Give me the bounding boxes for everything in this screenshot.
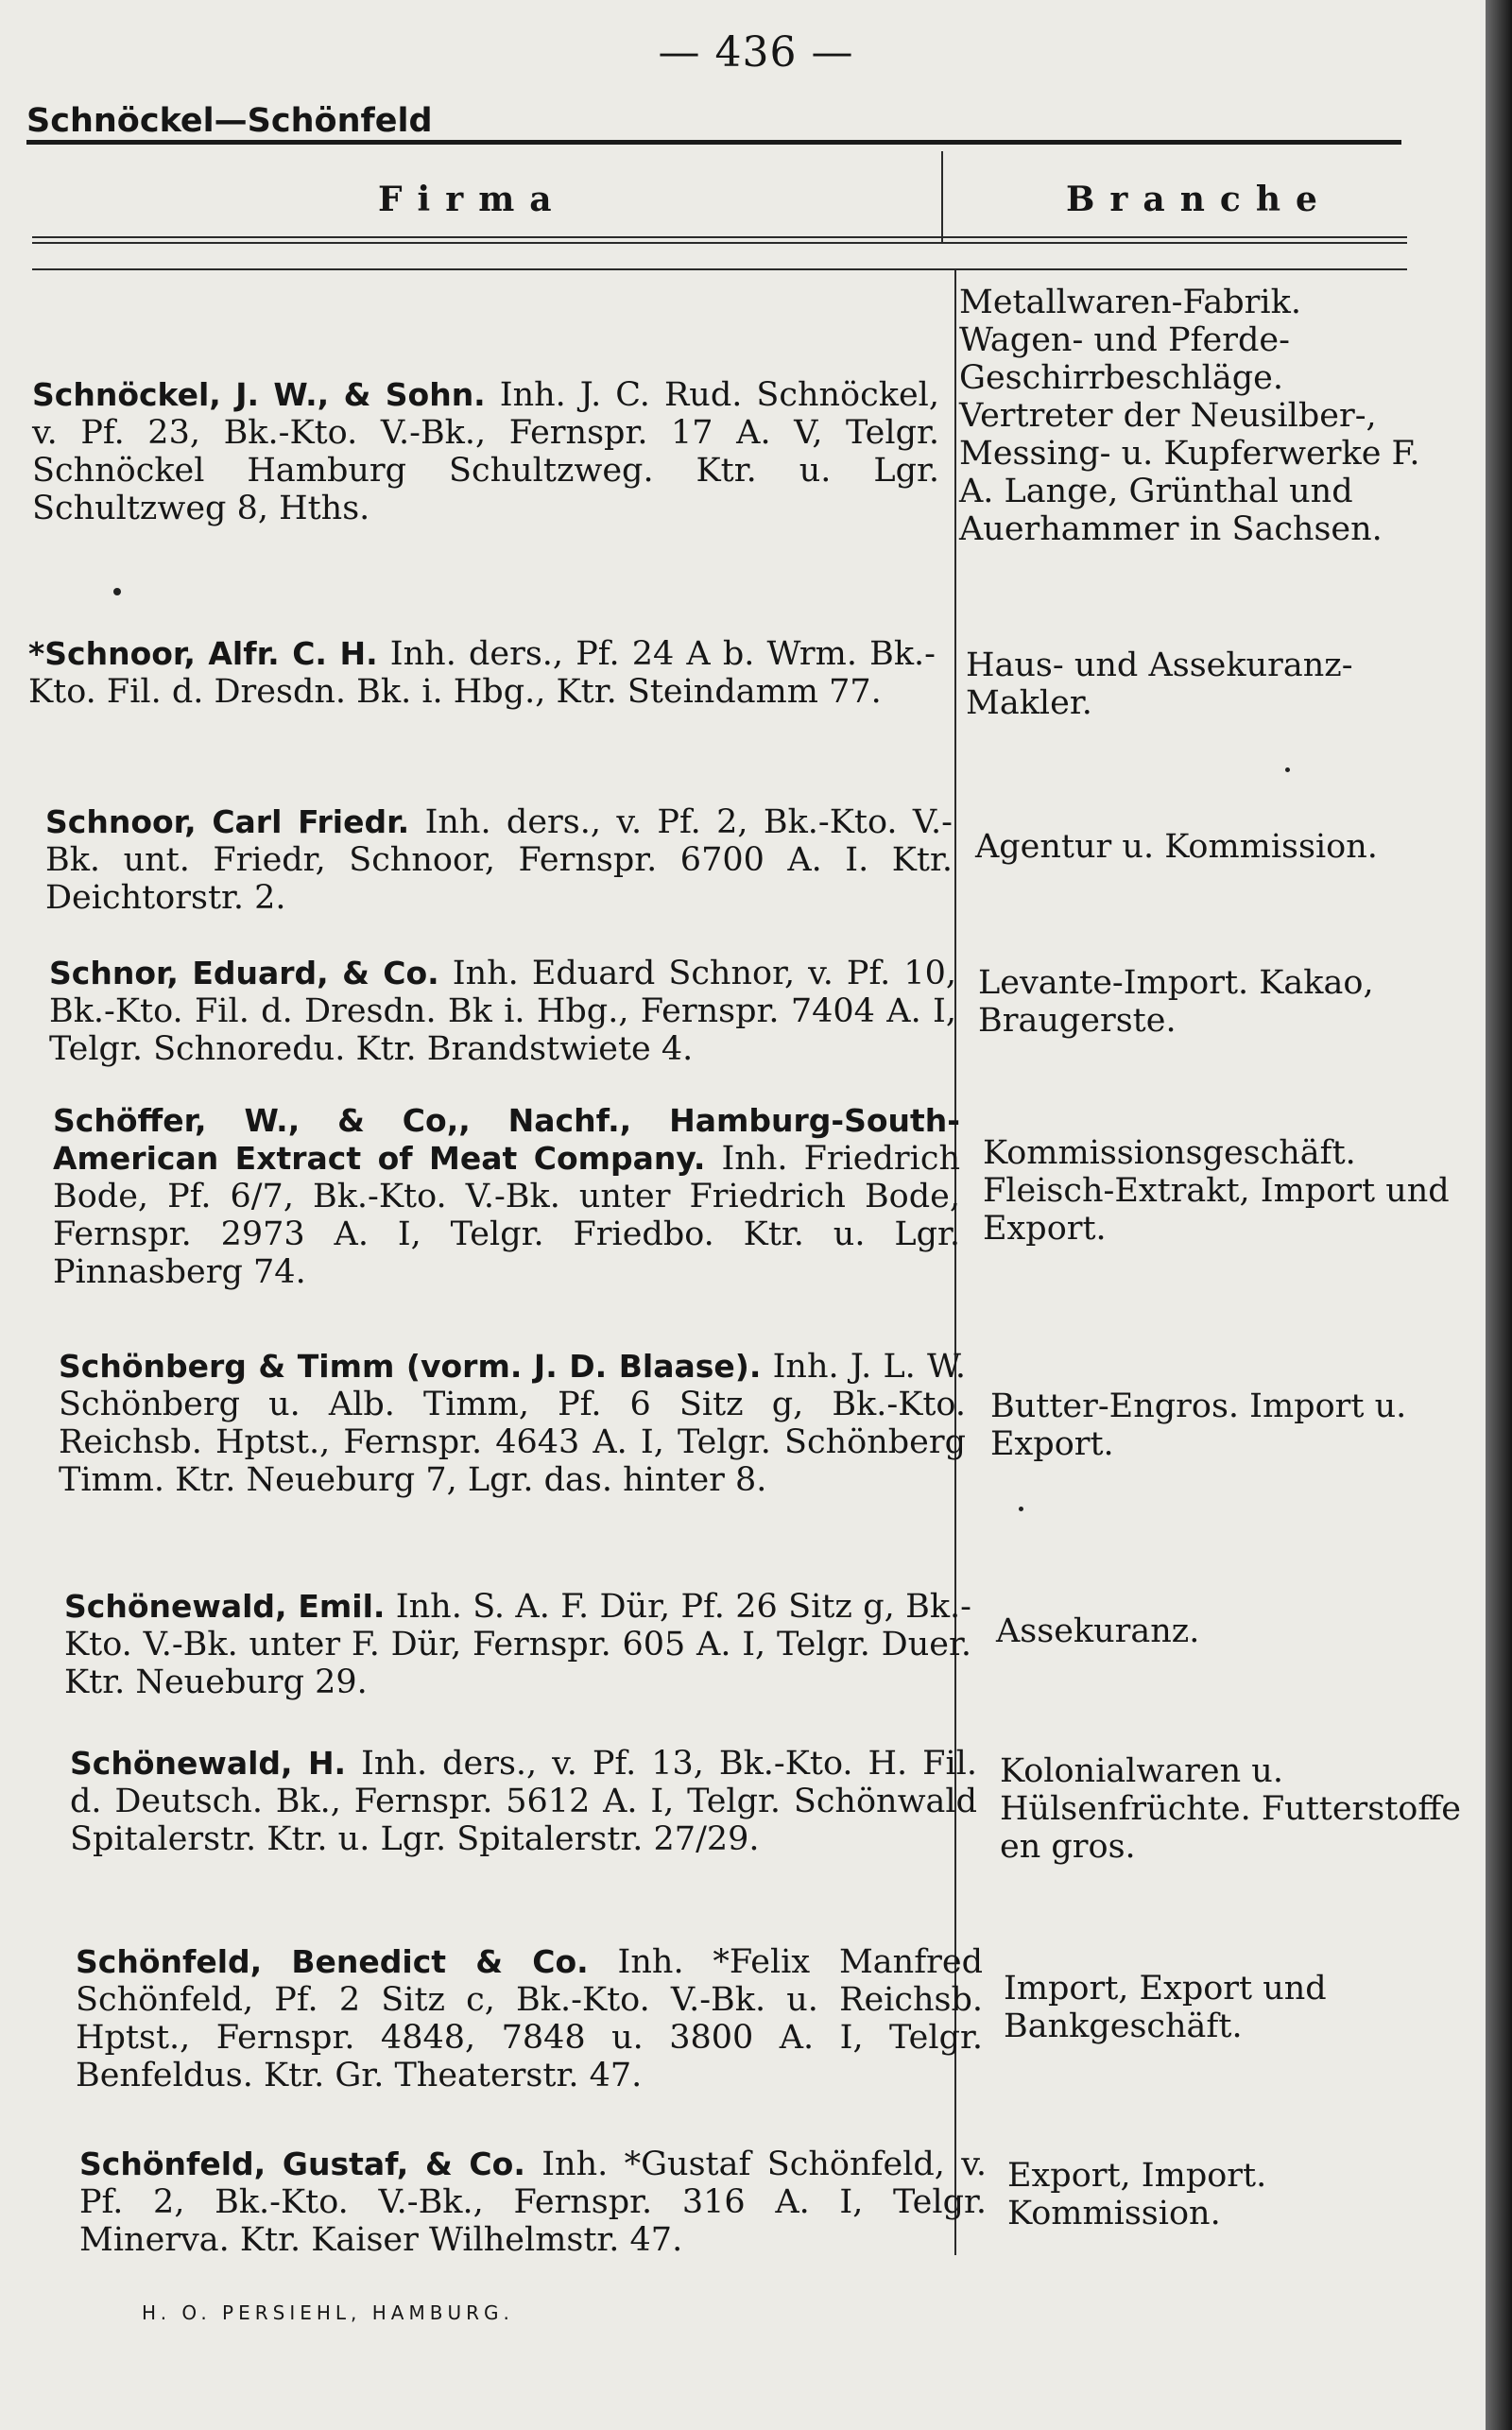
- column-header-firma: Firma: [378, 180, 567, 219]
- directory-entry: [49, 955, 956, 1068]
- directory-entry: [45, 803, 953, 917]
- firm-details: Inh. ders., v. Pf. 13, Bk.-Kto. H. Fil. d. Deutsch. Bk., Fernspr. 5612 A. I, Telgr. Schönwald Spitalerstr. Ktr. u. Lgr. Spitalerstr. 27/29.: [70, 1745, 977, 1858]
- print-speck: [113, 588, 121, 595]
- branche-entry: Agentur u. Kommission.: [975, 828, 1378, 866]
- firm-name: Schönfeld, Gustaf, & Co.: [79, 2146, 525, 2182]
- running-head: Schnöckel—Schönfeld: [26, 102, 433, 140]
- page-edge-shadow: [1486, 0, 1512, 2430]
- firm-details: Inh. Eduard Schnor, v. Pf. 10, Bk.-Kto. Fil. d. Dresdn. Bk i. Hbg., Fernspr. 7404 A. I, Telgr. Schnoredu. Ktr. Brandstwiete 4.: [49, 955, 956, 1068]
- page-number: — 436 —: [658, 28, 854, 77]
- branche-entry: Metallwaren-Fabrik. Wagen- und Pferde-Geschirrbeschläge. Vertreter der Neusilber-, Messing- u. Kupferwerke F. A. Lange, Grünthal und Auerhammer in Sachsen.: [959, 284, 1420, 548]
- firm-name: Schönfeld, Benedict & Co.: [76, 1943, 589, 1980]
- firm-details: Inh. ders., Pf. 24 A b. Wrm. Bk.-Kto. Fil. d. Dresdn. Bk. i. Hbg., Ktr. Steindamm 77.: [28, 635, 936, 711]
- firm-name: Schnöckel, J. W., & Sohn.: [32, 376, 486, 413]
- firm-name: Schönewald, H.: [70, 1745, 347, 1782]
- firm-name: Schnoor, Carl Friedr.: [45, 803, 410, 840]
- branche-entry: Kommissionsgeschäft. Fleisch-Extrakt, Import und Export.: [983, 1134, 1450, 1248]
- header-divider-top: [32, 236, 1407, 238]
- branche-entry: Export, Import. Kommission.: [1007, 2157, 1267, 2232]
- firm-details: Inh. J. L. W. Schönberg u. Alb. Timm, Pf. 6 Sitz g, Bk.-Kto. Reichsb. Hptst., Fernspr. 4643 A. I, Telgr. Schönberg Timm. Ktr. Neueburg 7, Lgr. das. hinter 8.: [59, 1348, 966, 1499]
- directory-entry: [76, 1943, 983, 2094]
- body-top-rule: [32, 268, 1407, 270]
- branche-entry: Levante-Import. Kakao, Braugerste.: [978, 964, 1374, 1040]
- print-speck: [1019, 1507, 1023, 1511]
- directory-entry: [59, 1348, 966, 1499]
- directory-entry: [79, 2146, 987, 2259]
- header-divider-bottom: [32, 242, 1407, 244]
- header-column-divider: [941, 151, 943, 244]
- directory-entry: [64, 1588, 971, 1701]
- directory-entry: [53, 1102, 960, 1291]
- directory-entry: [32, 376, 939, 527]
- print-speck: [1285, 767, 1290, 772]
- firm-name: Schönewald, Emil.: [64, 1588, 386, 1625]
- firm-details: Inh. ders., v. Pf. 2, Bk.-Kto. V.-Bk. unt. Friedr, Schnoor, Fernspr. 6700 A. I. Ktr. Deichtorstr. 2.: [45, 803, 953, 917]
- firm-details: Inh. S. A. F. Dür, Pf. 26 Sitz g, Bk.-Kto. V.-Bk. unter F. Dür, Fernspr. 605 A. I, Telgr. Duer. Ktr. Neueburg 29.: [64, 1588, 971, 1701]
- firm-details: Inh. *Gustaf Schönfeld, v. Pf. 2, Bk.-Kto. V.-Bk., Fernspr. 316 A. I, Telgr. Minerva. Ktr. Kaiser Wilhelmstr. 47.: [79, 2146, 987, 2259]
- branche-entry: Butter-Engros. Import u. Export.: [990, 1387, 1407, 1463]
- firm-name: Schönberg & Timm (vorm. J. D. Blaase).: [59, 1348, 762, 1385]
- directory-entry: [70, 1745, 977, 1858]
- firm-name: Schnor, Eduard, & Co.: [49, 955, 439, 991]
- directory-entry: [28, 635, 936, 711]
- firm-details: Inh. *Felix Manfred Schönfeld, Pf. 2 Sitz c, Bk.-Kto. V.-Bk. u. Reichsb. Hptst., Fernspr. 4848, 7848 u. 3800 A. I, Telgr. Benfeldus. Ktr. Gr. Theaterstr. 47.: [76, 1943, 983, 2094]
- column-header-branche: Branche: [1066, 180, 1332, 219]
- branche-entry: Haus- und Assekuranz-Makler.: [966, 646, 1353, 722]
- printer-imprint: H. O. PERSIEHL, HAMBURG.: [142, 2301, 514, 2324]
- firm-details: Inh. J. C. Rud. Schnöckel, v. Pf. 23, Bk.-Kto. V.-Bk., Fernspr. 17 A. V, Telgr. Schnöckel Hamburg Schultzweg. Ktr. u. Lgr. Schultzweg 8, Hths.: [32, 376, 939, 527]
- branche-entry: Assekuranz.: [996, 1612, 1200, 1650]
- header-rule: [26, 140, 1401, 145]
- firm-details: Inh. Friedrich Bode, Pf. 6/7, Bk.-Kto. V.-Bk. unter Friedrich Bode, Fernspr. 2973 A. I, Telgr. Friedbo. Ktr. u. Lgr. Pinnasberg 74.: [53, 1140, 960, 1291]
- firm-name: *Schnoor, Alfr. C. H.: [28, 635, 378, 672]
- firm-name: Schöffer, W., & Co,, Nachf., Hamburg-South-American Extract of Meat Company.: [53, 1102, 960, 1177]
- branche-entry: Kolonialwaren u. Hülsenfrüchte. Futterstoffe en gros.: [1000, 1752, 1461, 1866]
- branche-entry: Import, Export und Bankgeschäft.: [1004, 1970, 1327, 2045]
